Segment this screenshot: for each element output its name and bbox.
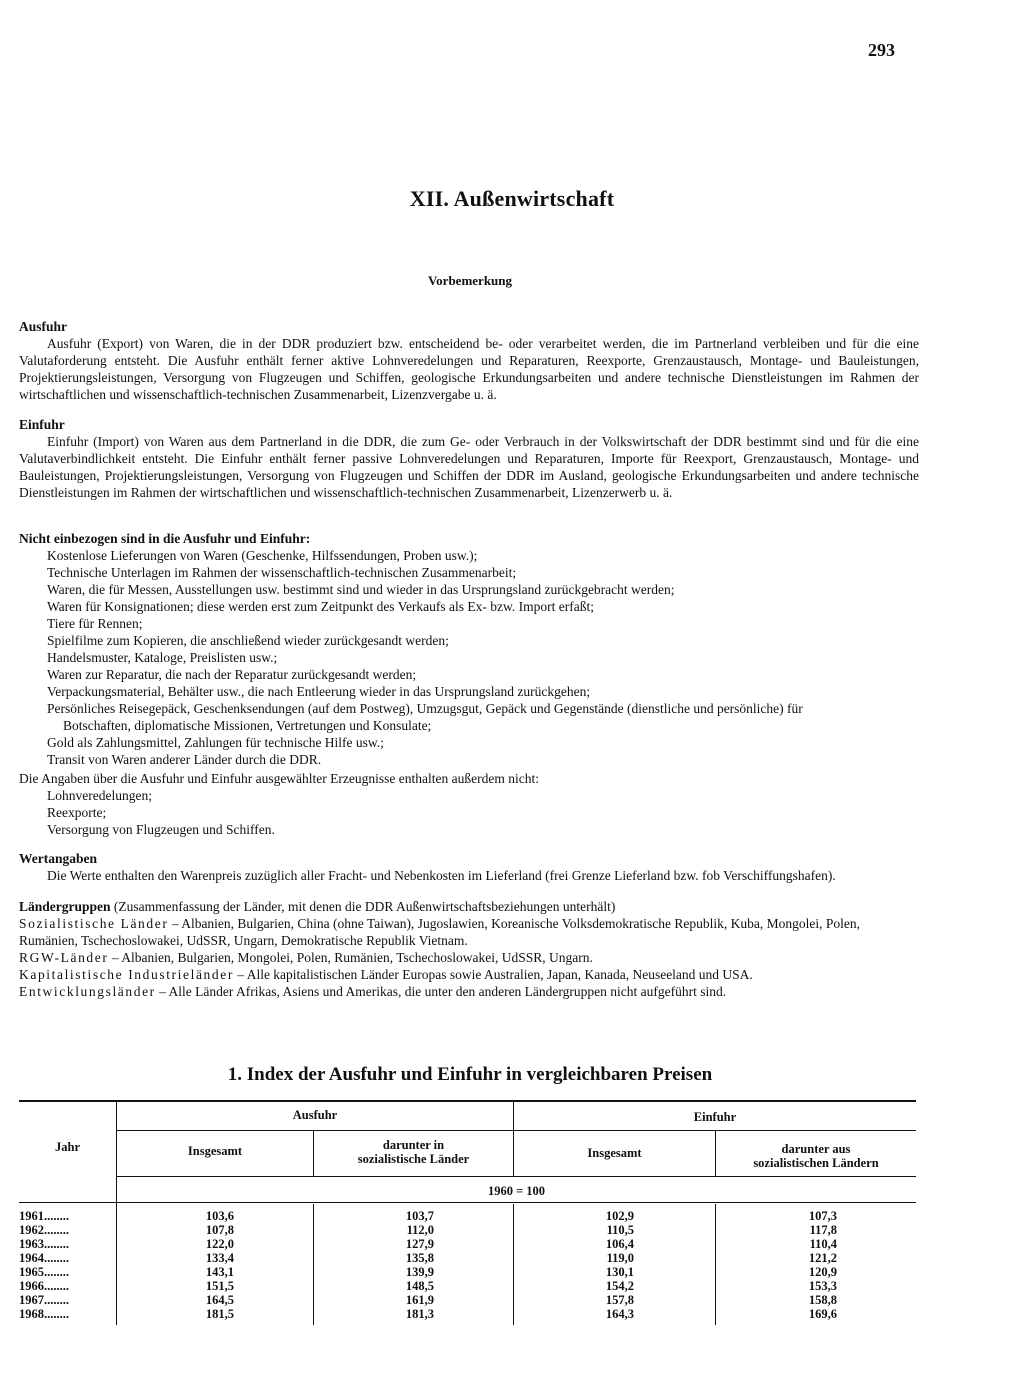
chapter-title: XII. Außenwirtschaft	[409, 186, 615, 211]
header-rule	[117, 1130, 916, 1131]
row-value: 112,0	[406, 1223, 434, 1237]
header-bottom-rule	[19, 1202, 916, 1203]
header-ausfuhr: Ausfuhr	[292, 1108, 338, 1122]
header-einfuhr: Einfuhr	[693, 1110, 737, 1124]
group-text: – Albanien, Bulgarien, Mongolei, Polen, Rumänien, Tschechoslowakei, UdSSR, Ungarn.	[108, 950, 593, 965]
subheader-einfuhr-insgesamt: Insgesamt	[587, 1146, 642, 1160]
list-item: Handelsmuster, Kataloge, Preislisten usw.;	[47, 650, 278, 665]
ausfuhr-text: Ausfuhr (Export) von Waren, die in der DDR produziert bzw. entscheidend be- oder verarbeitet werden, die im Partnerland verbleiben und für die eine Valutaforderung entsteht. Die Ausfuhr enthält ferner aktive Lohnveredelungen und Reparaturen, Reexporte, Grenzaustausch, Montage- und Bauleistungen, Projektierungsleistungen, Versorgung von Flugzeugen und Schiffen, geologische Erkundungsarbeiten und andere technische Dienstleistungen im Rahmen der wirtschaftlichen und wissenschaftlich-technischen Zusammenarbeit, Lizenzvergabe u. ä.	[19, 336, 919, 402]
list-item: Technische Unterlagen im Rahmen der wissenschaftlich-technischen Zusammenarbeit;	[47, 565, 517, 580]
subheader-line: darunter in	[382, 1138, 445, 1152]
row-year: 1961........	[19, 1209, 69, 1223]
wertangaben-heading: Wertangaben	[19, 851, 98, 866]
row-year: 1964........	[19, 1251, 69, 1265]
row-value: 106,4	[605, 1237, 634, 1251]
row-value: 154,2	[605, 1279, 634, 1293]
list-item-continuation: Botschaften, diplomatische Missionen, Vertretungen und Konsulate;	[63, 718, 432, 733]
column-rule	[116, 1100, 117, 1325]
list-item: Waren zur Reparatur, die nach der Reparatur zurückgesandt werden;	[47, 667, 417, 682]
list-item: Reexporte;	[47, 805, 107, 820]
row-value: 135,8	[405, 1251, 434, 1265]
index-table	[19, 1100, 916, 1340]
row-value: 133,4	[205, 1251, 234, 1265]
einfuhr-section	[19, 416, 919, 501]
subheader-ausfuhr-darunter	[314, 1138, 513, 1166]
group-text: – Alle kapitalistischen Länder Europas sowie Australien, Japan, Kanada, Neuseeland und USA.	[233, 967, 753, 982]
column-rule	[715, 1204, 716, 1325]
row-value: 169,6	[808, 1307, 837, 1321]
page-number: 293	[868, 40, 895, 60]
group-entry	[19, 949, 919, 966]
excluded-heading: Nicht einbezogen sind in die Ausfuhr und Einfuhr:	[19, 531, 311, 546]
row-value: 164,5	[205, 1293, 234, 1307]
row-value: 151,5	[205, 1279, 234, 1293]
selected-products-section	[19, 770, 919, 838]
laendergruppen-note: (Zusammenfassung der Länder, mit denen die DDR Außenwirtschaftsbeziehungen unterhält)	[113, 899, 616, 914]
subheader-line: darunter aus	[781, 1142, 851, 1156]
list-item: Gold als Zahlungsmittel, Zahlungen für technische Hilfe usw.;	[47, 735, 384, 750]
row-year: 1962........	[19, 1223, 69, 1237]
header-jahr: Jahr	[55, 1140, 80, 1154]
list-item: Kostenlose Lieferungen von Waren (Geschenke, Hilfssendungen, Proben usw.);	[47, 548, 478, 563]
row-value: 153,3	[808, 1279, 837, 1293]
column-rule	[513, 1204, 514, 1325]
laendergruppen-section	[19, 898, 919, 1000]
table-title: 1. Index der Ausfuhr und Einfuhr in vergleichbaren Preisen	[227, 1064, 713, 1085]
row-value: 103,7	[405, 1209, 434, 1223]
ausfuhr-section	[19, 318, 919, 403]
einfuhr-heading: Einfuhr	[19, 417, 65, 432]
row-value: 103,6	[205, 1209, 234, 1223]
list-item: Tiere für Rennen;	[47, 616, 143, 631]
group-entry	[19, 983, 919, 1000]
row-value: 107,3	[808, 1209, 837, 1223]
selected-products-intro: Die Angaben über die Ausfuhr und Einfuhr ausgewählter Erzeugnisse enthalten außerdem nicht:	[19, 771, 539, 786]
wertangaben-section	[19, 850, 919, 884]
subheader-line: sozialistische Länder	[357, 1152, 470, 1166]
excluded-section	[19, 530, 919, 768]
list-item: Transit von Waren anderer Länder durch die DDR.	[47, 752, 322, 767]
group-text: – Albanien, Bulgarien, China (ohne Taiwan), Jugoslawien, Koreanische Volksdemokratische Republik, Kuba, Mongolei, Polen, Rumänien, Tschechoslowakei, UdSSR, Ungarn, Demokratische Republik Vietnam.	[19, 916, 860, 948]
header-rule	[117, 1176, 916, 1177]
group-entry	[19, 966, 919, 983]
selected-products-list	[47, 787, 919, 838]
subheader-einfuhr-darunter	[716, 1142, 916, 1170]
row-year: 1968........	[19, 1307, 69, 1321]
list-item: Lohnveredelungen;	[47, 788, 152, 803]
list-item: Verpackungsmaterial, Behälter usw., die nach Entleerung wieder in das Ursprungsland zurückgehen;	[47, 684, 591, 699]
subheader-line: sozialistischen Ländern	[753, 1156, 879, 1170]
list-item: Versorgung von Flugzeugen und Schiffen.	[47, 822, 275, 837]
laendergruppen-heading-line	[19, 898, 919, 915]
row-value: 127,9	[405, 1237, 434, 1251]
row-value: 119,0	[606, 1251, 634, 1265]
row-value: 120,9	[808, 1265, 837, 1279]
column-rule	[313, 1204, 314, 1325]
group-name: RGW-Länder	[19, 950, 109, 965]
row-value: 158,8	[808, 1293, 837, 1307]
group-text: – Alle Länder Afrikas, Asiens und Amerikas, die unter den anderen Ländergruppen nicht aufgeführt sind.	[155, 984, 727, 999]
row-value: 157,8	[605, 1293, 634, 1307]
excluded-list	[47, 547, 919, 768]
group-name: Sozialistische Länder	[19, 916, 169, 931]
list-item: Waren für Konsignationen; diese werden erst zum Zeitpunkt des Verkaufs als Ex- bzw. Import erfaßt;	[47, 599, 594, 614]
ausfuhr-heading: Ausfuhr	[19, 319, 68, 334]
row-value: 117,8	[809, 1223, 837, 1237]
row-value: 148,5	[405, 1279, 434, 1293]
row-value: 107,8	[205, 1223, 234, 1237]
row-year: 1963........	[19, 1237, 69, 1251]
row-year: 1966........	[19, 1279, 69, 1293]
row-value: 143,1	[205, 1265, 234, 1279]
row-value: 121,2	[808, 1251, 837, 1265]
table-top-rule	[19, 1100, 916, 1102]
row-value: 110,4	[809, 1237, 837, 1251]
list-item: Persönliches Reisegepäck, Geschenksendungen (auf dem Postweg), Umzugsgut, Gepäck und Gegenstände (dienstliche und persönliche) für	[47, 701, 803, 716]
row-value: 130,1	[605, 1265, 634, 1279]
laendergruppen-heading: Ländergruppen	[19, 899, 111, 914]
preliminary-heading: Vorbemerkung	[427, 273, 513, 288]
row-value: 102,9	[605, 1209, 634, 1223]
group-entry	[19, 915, 919, 949]
row-value: 139,9	[405, 1265, 434, 1279]
subheader-ausfuhr-insgesamt: Insgesamt	[187, 1144, 243, 1158]
list-item: Waren, die für Messen, Ausstellungen usw. bestimmt sind und wieder in das Ursprungsland zurückgebracht werden;	[47, 582, 675, 597]
list-item: Spielfilme zum Kopieren, die anschließend wieder zurückgesandt werden;	[47, 633, 449, 648]
index-base: 1960 = 100	[487, 1184, 546, 1198]
group-name: Kapitalistische Industrieländer	[19, 967, 234, 982]
wertangaben-text: Die Werte enthalten den Warenpreis zuzüglich aller Fracht- und Nebenkosten im Lieferland (frei Grenze Lieferland bzw. fob Verschiffungshafen).	[47, 868, 836, 883]
group-name: Entwicklungsländer	[19, 984, 156, 999]
row-value: 122,0	[205, 1237, 234, 1251]
row-value: 161,9	[405, 1293, 434, 1307]
row-value: 181,3	[405, 1307, 434, 1321]
row-value: 181,5	[205, 1307, 234, 1321]
row-year: 1965........	[19, 1265, 69, 1279]
row-value: 110,5	[606, 1223, 634, 1237]
row-value: 164,3	[605, 1307, 634, 1321]
row-year: 1967........	[19, 1293, 69, 1307]
einfuhr-text: Einfuhr (Import) von Waren aus dem Partnerland in die DDR, die zum Ge- oder Verbrauch in der Volkswirtschaft der DDR bestimmt sind und für die eine Valutaverbindlichkeit entsteht. Die Einfuhr enthält ferner passive Lohnveredelungen und Reparaturen, Importe für Reexport, Grenzaustausch, Montage- und Bauleistungen, Projektierungsleistungen, Versorgung von Flugzeugen und Schiffen der DDR im Ausland, geologische Erkundungsarbeiten und andere technische Dienstleistungen im Rahmen der wirtschaftlichen und wissenschaftlich-technischen Zusammenarbeit, Lizenzerwerb u. ä.	[19, 434, 919, 500]
